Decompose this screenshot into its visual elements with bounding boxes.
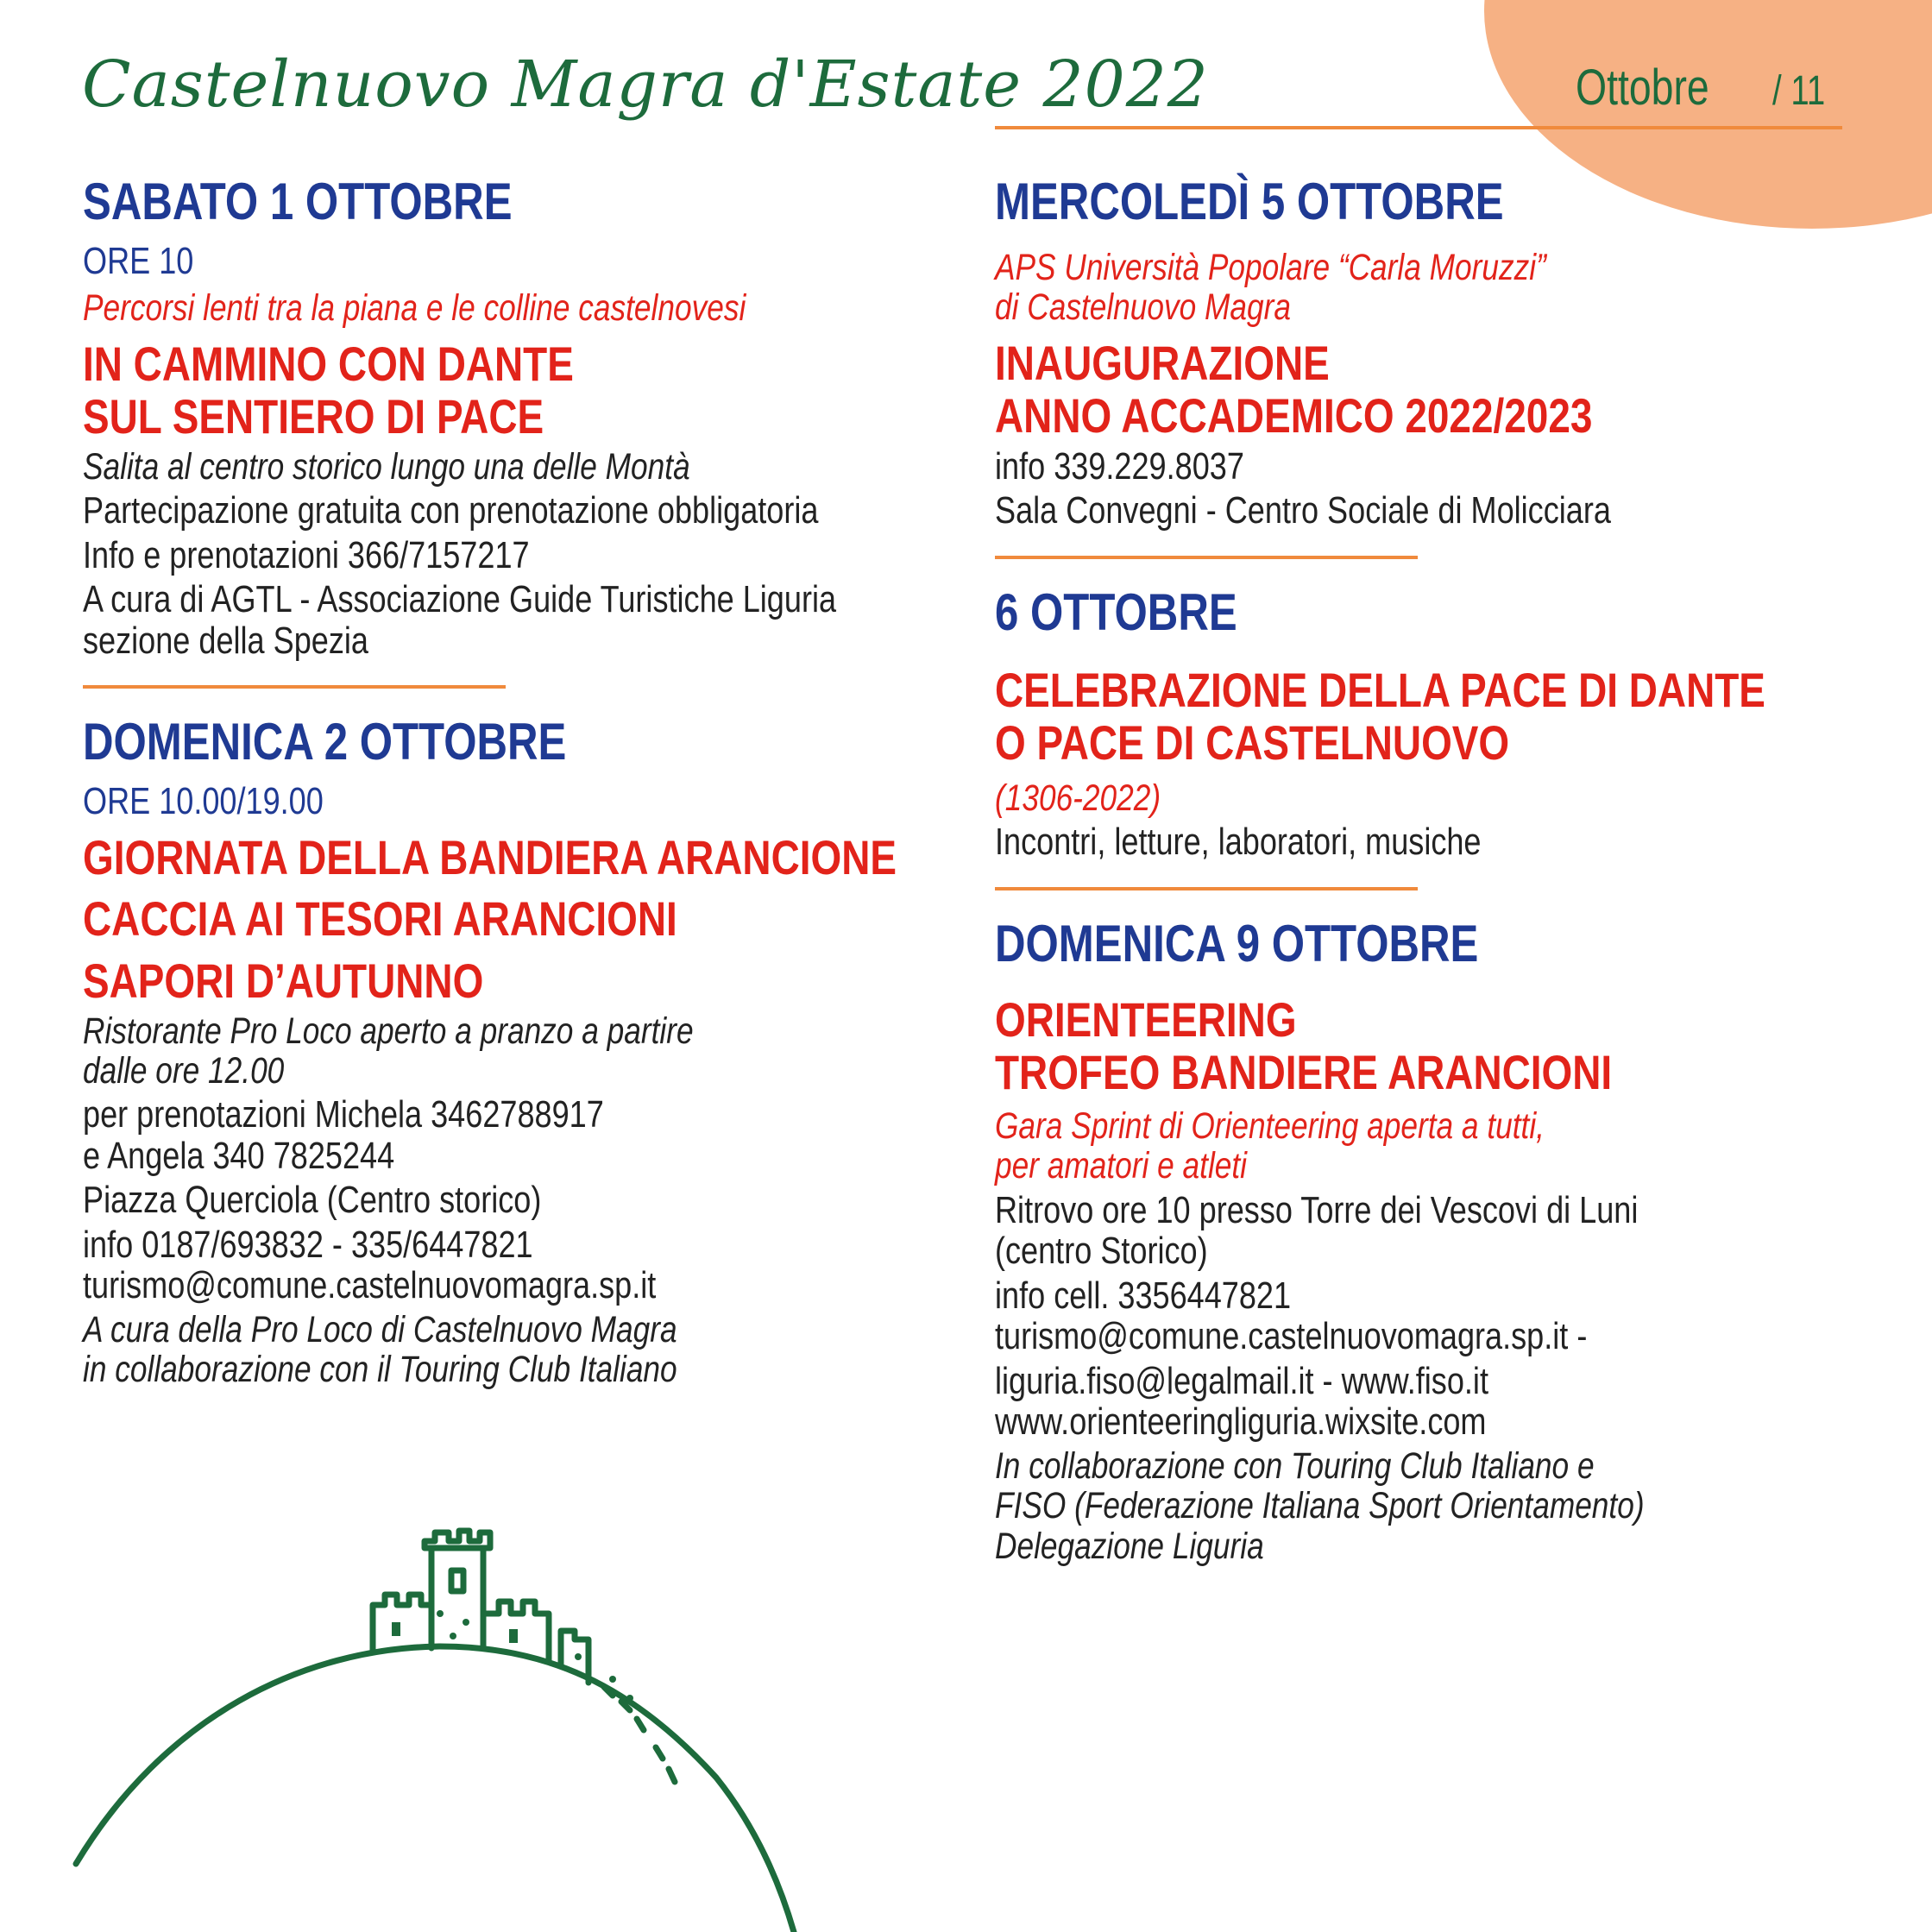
event-note: Delegazione Liguria bbox=[995, 1525, 1264, 1567]
event-subtitle: APS Università Popolare “Carla Moruzzi” bbox=[995, 246, 1546, 288]
event-email: turismo@comune.castelnuovomagra.sp.it bbox=[83, 1264, 657, 1307]
event-note: In collaborazione con Touring Club Italiano e bbox=[995, 1444, 1595, 1487]
event-info: Sala Convegni - Centro Sociale di Molicciara bbox=[995, 489, 1611, 532]
event-date: MERCOLEDÌ 5 OTTOBRE bbox=[995, 173, 1504, 230]
event-note: Ristorante Pro Loco aperto a pranzo a partire bbox=[83, 1010, 694, 1052]
event-info: info 0187/693832 - 335/6447821 bbox=[83, 1223, 533, 1266]
event-title: GIORNATA DELLA BANDIERA ARANCIONE bbox=[83, 829, 897, 884]
section-divider bbox=[83, 685, 506, 689]
event-title: SAPORI D’AUTUNNO bbox=[83, 953, 484, 1008]
event-note: A cura della Pro Loco di Castelnuovo Magra bbox=[83, 1308, 677, 1350]
event-date: SABATO 1 OTTOBRE bbox=[83, 173, 513, 230]
event-title: TROFEO BANDIERE ARANCIONI bbox=[995, 1045, 1613, 1100]
event-subtitle: (1306-2022) bbox=[995, 777, 1161, 819]
event-title: IN CAMMINO CON DANTE bbox=[83, 336, 574, 391]
event-title: O PACE DI CASTELNUOVO bbox=[995, 715, 1510, 771]
month-label: Ottobre bbox=[1576, 60, 1709, 116]
event-title: INAUGURAZIONE bbox=[995, 335, 1330, 390]
event-time: ORE 10 bbox=[83, 239, 194, 282]
event-info: Partecipazione gratuita con prenotazione obbligatoria bbox=[83, 489, 819, 532]
section-divider bbox=[995, 556, 1418, 559]
event-website: www.orienteeringliguria.wixsite.com bbox=[995, 1400, 1487, 1444]
event-note: Salita al centro storico lungo una delle Montà bbox=[83, 445, 690, 488]
left-column bbox=[83, 174, 1101, 1390]
event-subtitle: per amatori e atleti bbox=[995, 1145, 1248, 1187]
event-time: ORE 10.00/19.00 bbox=[83, 780, 324, 823]
event-date: DOMENICA 9 OTTOBRE bbox=[995, 914, 1479, 972]
event-title: ORIENTEERING bbox=[995, 991, 1297, 1047]
page-number: / 11 bbox=[1772, 68, 1826, 114]
event-email: turismo@comune.castelnuovomagra.sp.it - bbox=[995, 1315, 1588, 1358]
event-info: info cell. 3356447821 bbox=[995, 1274, 1292, 1317]
event-title: SUL SENTIERO DI PACE bbox=[83, 389, 544, 444]
event-subtitle: Gara Sprint di Orienteering aperta a tutti, bbox=[995, 1104, 1545, 1147]
event-info: sezione della Spezia bbox=[83, 619, 368, 662]
event-info: Ritrovo ore 10 presso Torre dei Vescovi di Luni bbox=[995, 1188, 1639, 1231]
brand-title: Castelnuovo Magra d'Estate 2022 bbox=[82, 47, 1209, 122]
event-info: info 339.229.8037 bbox=[995, 444, 1244, 488]
event-subtitle: di Castelnuovo Magra bbox=[995, 286, 1292, 329]
event-note: in collaborazione con il Touring Club Italiano bbox=[83, 1349, 677, 1391]
header-rule bbox=[995, 126, 1842, 129]
event-info: (centro Storico) bbox=[995, 1230, 1208, 1273]
event-info: per prenotazioni Michela 3462788917 bbox=[83, 1093, 604, 1136]
right-column bbox=[995, 174, 1932, 1566]
event-title: CELEBRAZIONE DELLA PACE DI DANTE bbox=[995, 662, 1765, 717]
event-info: A cura di AGTL - Associazione Guide Turistiche Liguria bbox=[83, 578, 837, 621]
event-note: FISO (Federazione Italiana Sport Orientamento) bbox=[995, 1485, 1645, 1527]
section-divider bbox=[995, 887, 1418, 890]
event-info: Incontri, letture, laboratori, musiche bbox=[995, 821, 1482, 864]
event-info: Piazza Querciola (Centro storico) bbox=[83, 1179, 542, 1222]
event-info: Info e prenotazioni 366/7157217 bbox=[83, 533, 530, 576]
event-date: DOMENICA 2 OTTOBRE bbox=[83, 713, 567, 771]
event-date: 6 OTTOBRE bbox=[995, 582, 1237, 641]
event-info: e Angela 340 7825244 bbox=[83, 1134, 395, 1177]
event-subtitle: Percorsi lenti tra la piana e le colline castelnovesi bbox=[83, 287, 746, 330]
event-title: ANNO ACCADEMICO 2022/2023 bbox=[995, 388, 1593, 444]
event-email: liguria.fiso@legalmail.it - www.fiso.it bbox=[995, 1359, 1488, 1402]
event-note: dalle ore 12.00 bbox=[83, 1049, 285, 1092]
event-title: CACCIA AI TESORI ARANCIONI bbox=[83, 891, 677, 947]
castle-hill-icon bbox=[60, 1519, 837, 1932]
